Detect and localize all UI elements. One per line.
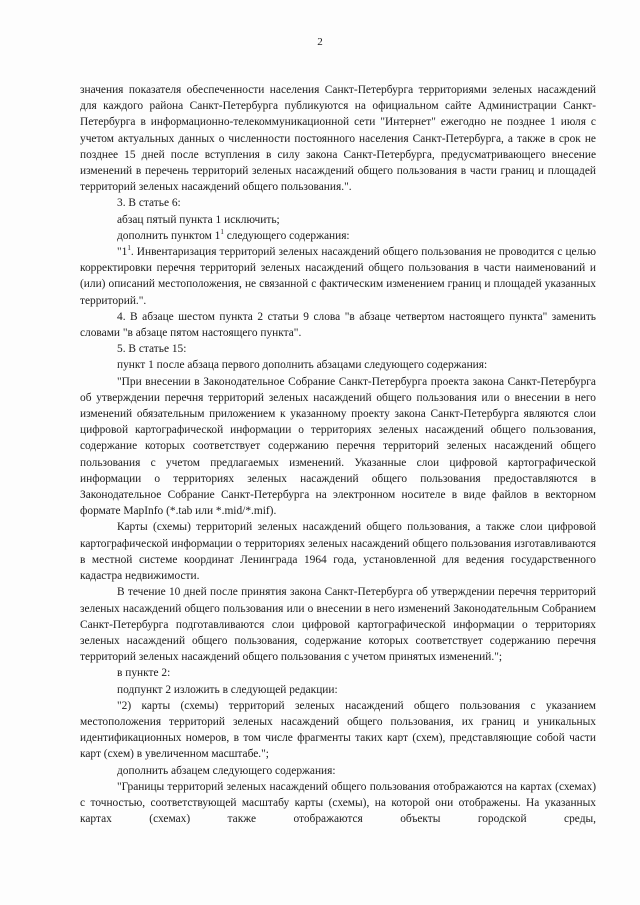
paragraph-article-6-heading: 3. В статье 6: xyxy=(117,197,181,210)
paragraph-boundaries-display: "Границы территорий зеленых насаждений общего пользования отображаются на картах (схемах) с точностью, соответствующей масштабу карты (схемы), на которой они отображены. На указанных картах (схемах) также отображаются объекты городской среды, xyxy=(80,780,596,826)
paragraph-continuation: значения показателя обеспеченности населения Санкт-Петербурга территориями зеленых насаждений для каждого района Санкт-Петербурга публикуются на официальном сайте Администрации Санкт-Петербурга в информационно-телекоммуникационной сети "Интернет" ежегодно не позднее 1 июля с учетом актуальных данных о численности постоянного населения Санкт-Петербурга, а также в срок не позднее 15 дней после вступления в силу закона Санкт-Петербурга, предусматривающего внесение изменений в перечень территорий зеленых насаждений общего пользования в части границ и площадей территорий зеленых насаждений общего пользования.". xyxy=(80,84,596,194)
paragraph-article-15-heading: 5. В статье 15: xyxy=(117,343,187,356)
paragraph-add-point-1-1: дополнить пунктом $1^1$ следующего содержания: xyxy=(117,228,350,242)
paragraph-subpoint-2-redaction: подпункт 2 изложить в следующей редакции: xyxy=(117,683,338,696)
paragraph-ten-day-preparation: В течение 10 дней после принятия закона Санкт-Петербурга об утверждении перечня территорий зеленых насаждений общего пользования или о внесении в него изменений Законодательным Собранием Санкт-Петербурга подготавливаются слои цифровой картографической информации о территориях зеленых насаждений общего пользования, содержание которых соответствует содержанию перечня территорий зеленых насаждений общего пользования с учетом принятых изменений."; xyxy=(80,586,596,664)
paragraph-point-2-heading: в пункте 2: xyxy=(117,667,171,680)
paragraph-point-1-1-text: "$1^1$. Инвентаризация территорий зеленых насаждений общего пользования не проводится с целью корректировки перечня территорий зеленых насаждений общего пользования в части наименований и (или) описаний местоположения, не связанной с фактическим изменением границ и площадей указанных территорий.". xyxy=(80,244,596,307)
paragraph-add-paragraph: дополнить абзацем следующего содержания: xyxy=(117,764,336,777)
paragraph-article-9-change: 4. В абзаце шестом пункта 2 статьи 9 слова "в абзаце четвертом настоящего пункта" заменить словами "в абзаце пятом настоящего пункта". xyxy=(80,310,596,340)
paragraph-exclude-clause: абзац пятый пункта 1 исключить; xyxy=(117,213,280,226)
document-body xyxy=(80,82,596,827)
paragraph-maps-coordinate-system: Карты (схемы) территорий зеленых насаждений общего пользования, а также слои цифровой картографической информации о территориях зеленых насаждений общего пользования изготавливаются в местной системе координат Ленинграда 1964 года, установленной для ведения государственного кадастра недвижимости. xyxy=(80,521,596,583)
page-number: 2 xyxy=(317,36,323,48)
paragraph-point-1-addition: пункт 1 после абзаца первого дополнить абзацами следующего содержания: xyxy=(117,359,488,372)
paragraph-submission-requirements: "При внесении в Законодательное Собрание Санкт-Петербурга проекта закона Санкт-Петербурга об утверждении перечня территорий зеленых насаждений общего пользования или о внесении в него изменений обязательным приложением к указанному проекту закона Санкт-Петербурга являются слои цифровой картографической информации о территориях зеленых насаждений общего пользования, содержание которых соответствует содержанию перечня территорий зеленых насаждений общего пользования с учетом предлагаемых изменений. Указанные слои цифровой картографической информации о территориях зеленых насаждений общего пользования предоставляются в Законодательное Собрание Санкт-Петербурга на электронном носителе в виде файлов в векторном формате MapInfo (*.tab или *.mid/*.mif). xyxy=(80,375,596,518)
paragraph-subpoint-2-text: "2) карты (схемы) территорий зеленых насаждений общего пользования с указанием местоположения территорий зеленых насаждений общего пользования, их границ и уникальных идентификационных номеров, в том числе фрагменты таких карт (схем), представляющие собой части карт (схем) в увеличенном масштабе."; xyxy=(80,699,596,761)
